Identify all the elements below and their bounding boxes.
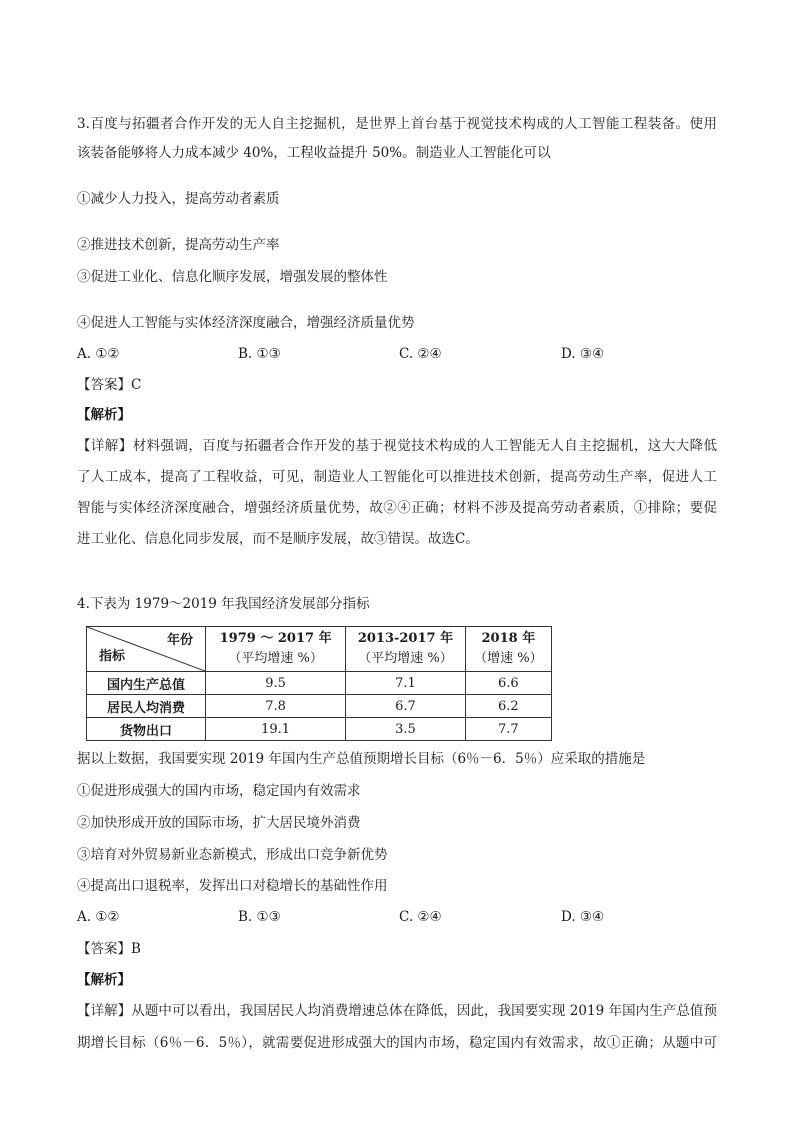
q4-item-1: ①促进形成强大的国内市场，稳定国内有效需求	[77, 783, 361, 799]
col-header-line1: 2018 年	[481, 631, 536, 646]
q4-stem: 4.下表为 1979～2019 年我国经济发展部分指标	[77, 596, 370, 612]
table-corner-cell	[87, 627, 206, 672]
table-row	[87, 718, 552, 741]
table-header-row	[87, 627, 552, 672]
q4-option-b: B. ①③	[238, 909, 281, 925]
q3-detail-line4: 进工业化、信息化同步发展，而不是顺序发展，故③错误。故选C。	[77, 531, 479, 547]
q4-option-d: D. ③④	[561, 909, 605, 925]
q4-option-a: A. ①②	[77, 909, 120, 925]
col-header-line2: （平均增速 %）	[228, 651, 323, 666]
col-header-line1: 2013-2017 年	[357, 631, 454, 646]
row-label: 居民人均消费	[87, 695, 206, 718]
q4-detail-line2: 期增长目标（6％－6．5％），就需要促进形成强大的国内市场，稳定国内有效需求，故①正确；从题中可	[77, 1035, 717, 1051]
q3-detail-line1: 【详解】材料强调，百度与拓疆者合作开发的基于视觉技术构成的人工智能无人自主挖掘机，这大大降低	[77, 438, 717, 454]
q4-detail-line1: 【详解】从题中可以看出，我国居民人均消费增速总体在降低，因此，我国要实现 2019 年国内生产总值预	[77, 1003, 717, 1019]
q3-item-2: ②推进技术创新，提高劳动生产率	[77, 237, 280, 253]
table-cell: 7.1	[346, 672, 466, 695]
q3-option-d: D. ③④	[561, 346, 605, 362]
q3-answer: 【答案】C	[77, 377, 142, 393]
corner-label-indicator: 指标	[99, 649, 126, 664]
table-col-header	[346, 627, 466, 672]
table-cell: 3.5	[346, 718, 466, 741]
q4-item-4: ④提高出口退税率，发挥出口对稳增长的基础性作用	[77, 878, 388, 894]
q3-item-4: ④促进人工智能与实体经济深度融合，增强经济质量优势	[77, 315, 415, 331]
table-row	[87, 695, 552, 718]
q3-option-c: C. ②④	[399, 346, 442, 362]
table-cell: 6.2	[465, 695, 551, 718]
q3-item-3: ③促进工业化、信息化顺序发展，增强发展的整体性	[77, 269, 388, 285]
table-row	[87, 672, 552, 695]
table-cell: 9.5	[206, 672, 346, 695]
q3-item-1: ①减少人力投入，提高劳动者素质	[77, 191, 280, 207]
q4-item-3: ③培育对外贸易新业态新模式，形成出口竞争新优势	[77, 847, 388, 863]
row-label: 国内生产总值	[87, 672, 206, 695]
table-col-header	[465, 627, 551, 672]
q3-detail-line3: 智能与实体经济深度融合，增强经济质量优势，故②④正确；材料不涉及提高劳动者素质，①排除；要促	[77, 500, 717, 516]
q4-question: 据以上数据，我国要实现 2019 年国内生产总值预期增长目标（6％－6．5％）应采取的措施是	[77, 751, 646, 767]
q4-item-2: ②加快形成开放的国际市场，扩大居民境外消费	[77, 815, 361, 831]
q3-stem-line1: 3.百度与拓疆者合作开发的无人自主挖掘机，是世界上首台基于视觉技术构成的人工智能工程装备。使用	[77, 116, 717, 132]
q3-option-a: A. ①②	[77, 346, 120, 362]
economic-indicators-table	[86, 626, 552, 741]
table-cell: 19.1	[206, 718, 346, 741]
table-cell: 7.7	[465, 718, 551, 741]
col-header-line2: （增速 %）	[474, 651, 543, 666]
corner-label-year: 年份	[166, 633, 193, 648]
table-cell: 6.6	[465, 672, 551, 695]
table-cell: 7.8	[206, 695, 346, 718]
q3-analysis-label: 【解析】	[77, 407, 131, 423]
q3-option-b: B. ①③	[238, 346, 281, 362]
q4-analysis-label: 【解析】	[77, 972, 131, 988]
row-label: 货物出口	[87, 718, 206, 741]
table-cell: 6.7	[346, 695, 466, 718]
q3-detail-line2: 了人工成本，提高了工程收益，可见，制造业人工智能化可以推进技术创新，提高劳动生产率，促进人工	[77, 469, 717, 485]
col-header-line1: 1979 ～ 2017 年	[219, 631, 332, 646]
q3-stem-line2: 该装备能够将人力成本减少 40%，工程收益提升 50%。制造业人工智能化可以	[77, 145, 551, 161]
table-col-header	[206, 627, 346, 672]
col-header-line2: （平均增速 %）	[358, 651, 453, 666]
q4-answer: 【答案】B	[77, 941, 141, 957]
q4-option-c: C. ②④	[399, 909, 442, 925]
